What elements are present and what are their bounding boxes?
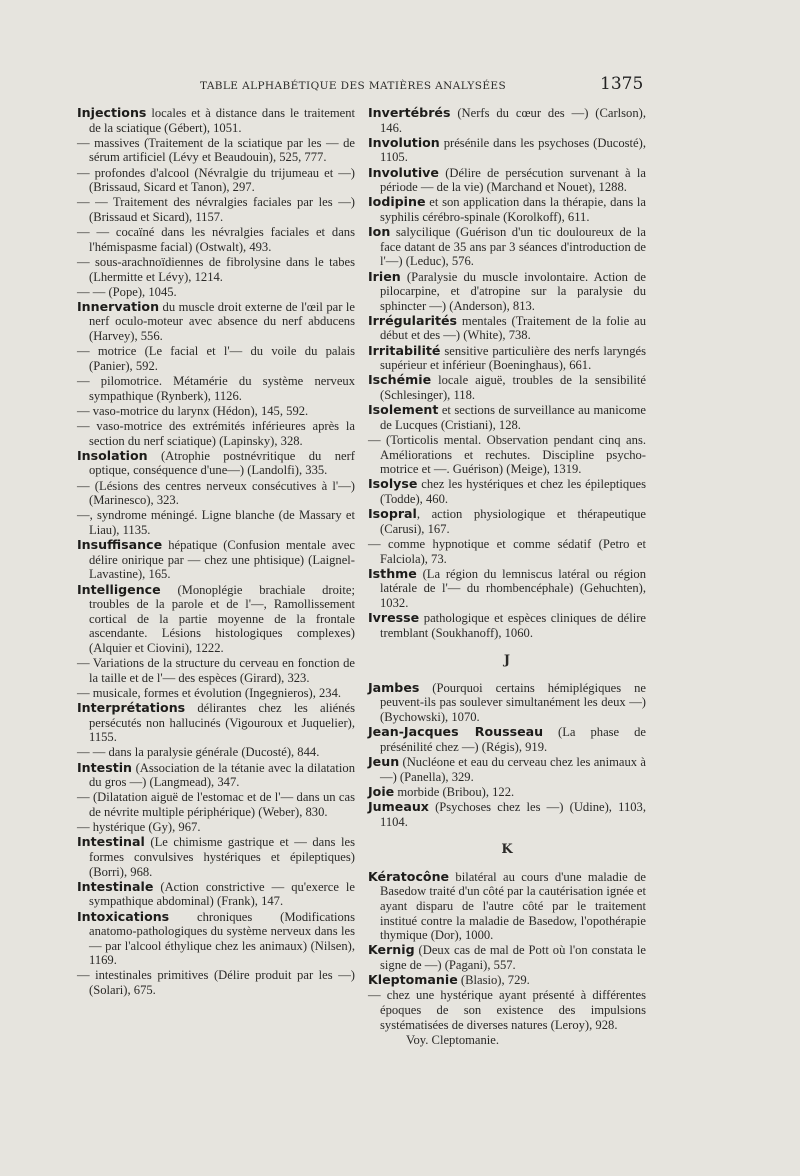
index-entry — [77, 225, 355, 254]
entry-text: , action physiologique et thérapeutique (Carusi), 167. — [380, 507, 646, 536]
entry-text: (Atrophie postnévritique du nerf optique, conséquence d'une—) (Landolfi), 335. — [89, 448, 355, 478]
entry-text: présénile dans les psychoses (Ducosté), 1105. — [380, 135, 646, 165]
entry-text: et son application dans la thérapie, dans la syphilis cérébro-spinale (Korolkoff), 611. — [380, 195, 646, 224]
entry-text: (Association de la tétanie avec la dilatation du gros —) (Langmead), 347. — [89, 760, 355, 790]
section-k-entries — [368, 870, 646, 1032]
index-entry — [368, 225, 646, 269]
index-entry — [368, 800, 646, 829]
entry-text: (La région du lemniscus latéral ou région latérale de l'— du rhombencéphale) (Gehuchten), 1032. — [380, 566, 646, 610]
index-entry — [77, 136, 355, 165]
entry-text: (Nucléone et eau du cerveau chez les animaux à —) (Panella), 329. — [380, 755, 646, 784]
index-entry — [368, 870, 646, 943]
index-entry — [368, 270, 646, 314]
index-entry — [77, 761, 355, 790]
entry-text: (Deux cas de mal de Pott où l'on constata le signe de —) (Pagani), 557. — [380, 943, 646, 972]
entry-text: — intestinales primitives (Délire produit par les —) (Solari), 675. — [77, 968, 355, 998]
entry-text: (Délire de persécution survenant à la période — de la vie) (Marchand et Nouet), 1288. — [380, 165, 646, 195]
entry-text: (Action constrictive — qu'exerce le sympathique abdominal) (Frank), 147. — [89, 879, 355, 909]
entry-headword: Invertébrés — [368, 105, 451, 120]
entry-headword: Joie — [368, 783, 395, 799]
entry-headword: Insuffisance — [77, 537, 163, 553]
entry-headword: Involutive — [368, 164, 439, 180]
entry-headword: Kleptomanie — [368, 972, 458, 988]
entry-text: — sous-arachnoïdiennes de fibrolysine dans le tabes (Lhermitte et Lévy), 1214. — [77, 254, 355, 284]
index-entry — [77, 820, 355, 835]
index-entry — [77, 656, 355, 685]
index-entry — [368, 166, 646, 195]
entry-text: — pilomotrice. Métamérie du système nerveux sympathique (Rynberk), 1126. — [77, 374, 355, 403]
entry-text: — (Dilatation aiguë de l'estomac et de l'— dans un cas de névrite multiple périphérique) (Weber), 830. — [77, 790, 355, 819]
entry-text: salycilique (Guérison d'un tic douloureux de la face datant de 35 ans par 3 séances d'introduction de l'—) (Leduc), 576. — [380, 225, 646, 269]
index-entry — [368, 136, 646, 165]
entry-text: morbide (Bribou), 122. — [394, 784, 515, 799]
index-entry — [368, 611, 646, 640]
entry-text: — — (Pope), 1045. — [77, 284, 177, 299]
entry-text: locale aiguë, troubles de la sensibilité (Schlesinger), 118. — [380, 373, 646, 403]
index-entry — [77, 508, 355, 537]
entry-headword: Iodipine — [368, 194, 426, 210]
index-entry — [77, 166, 355, 195]
entry-headword: Isthme — [368, 565, 417, 581]
entry-text: — chez une hystérique ayant présenté à différentes époques de son existence des impulsions systématisées de diverses natures (Leroy), 928. — [368, 988, 646, 1032]
entry-headword: Isolyse — [368, 476, 418, 492]
entry-text: (Pourquoi certains hémiplégiques ne peuvent-ils pas soulever simultanément les deux —) (Bychowski), 1070. — [380, 680, 646, 725]
entry-headword: Jeun — [368, 754, 400, 770]
index-entry — [77, 538, 355, 582]
index-entry — [77, 300, 355, 344]
index-entry — [77, 479, 355, 508]
entry-text: (Le chimisme gastrique et — dans les formes convulsives hystériques et épileptiques) (Borri), 968. — [89, 835, 355, 879]
left-column — [77, 106, 355, 998]
index-entry — [368, 106, 646, 135]
entry-text: — motrice (Le facial et l'— du voile du palais (Panier), 592. — [77, 344, 355, 373]
entry-headword: Intestin — [77, 759, 133, 775]
index-entry — [77, 419, 355, 448]
index-entry — [368, 507, 646, 536]
index-entry — [368, 725, 646, 754]
entry-text: chez les hystériques et chez les épileptiques (Todde), 460. — [380, 477, 646, 506]
index-entry — [368, 537, 646, 566]
index-entry — [77, 404, 355, 419]
index-entry — [77, 701, 355, 745]
index-entry — [77, 835, 355, 879]
entry-text: — vaso-motrice du larynx (Hédon), 145, 592. — [77, 403, 309, 418]
section-letter-j: J — [503, 653, 511, 669]
entry-headword: Intestinal — [77, 834, 145, 850]
index-entry — [368, 433, 646, 477]
entry-text: —, syndrome méningé. Ligne blanche (de Massary et Liau), 1135. — [77, 508, 355, 537]
index-entry — [368, 195, 646, 224]
entry-headword: Kératocône — [368, 868, 450, 884]
entry-text: — (Torticolis mental. Observation pendant cinq ans. Améliorations et rechutes. Discipline psycho-motrice et —. Guérison) (Meige), 1319. — [368, 433, 646, 477]
entry-headword: Ion — [368, 224, 391, 240]
index-entry — [368, 373, 646, 402]
index-entry — [77, 255, 355, 284]
entry-headword: Ivresse — [368, 610, 420, 626]
page-number: 1375 — [600, 74, 644, 94]
entry-text: hépatique (Confusion mentale avec délire onirique par — chez une phtisique) (Laignel-Lavastine), 165. — [89, 538, 355, 582]
running-title: TABLE ALPHABÉTIQUE DES MATIÈRES ANALYSÉES — [200, 80, 507, 92]
index-entry — [368, 314, 646, 343]
index-entry — [368, 755, 646, 784]
section-j-entries — [368, 681, 646, 829]
section-letter-k: K — [501, 842, 513, 858]
entry-headword: Innervation — [77, 298, 160, 314]
right-column — [368, 106, 646, 1047]
entry-text: (Blasio), 729. — [457, 973, 530, 988]
entry-text: et sections de surveillance au manicome de Lucques (Cristiani), 128. — [380, 403, 646, 432]
index-entry — [368, 681, 646, 725]
entry-text: (Paralysie du muscle involontaire. Action de pilocarpine, et d'atropine sur la paralysie du sphincter —) (Anderson), 813. — [380, 269, 646, 313]
entry-headword: Jambes — [368, 679, 420, 695]
entry-headword: Irritabilité — [368, 342, 441, 358]
entry-headword: Isolement — [368, 402, 439, 418]
index-entry — [368, 567, 646, 611]
page-header — [0, 74, 800, 98]
entry-text: — (Lésions des centres nerveux consécutives à l'—) (Marinesco), 323. — [77, 478, 355, 508]
index-entry — [77, 106, 355, 135]
entry-headword: Interprétations — [77, 700, 186, 716]
index-entry — [77, 285, 355, 300]
index-entry — [77, 790, 355, 819]
index-entry — [368, 344, 646, 373]
index-entry — [77, 344, 355, 373]
see-also-reference: Voy. Cleptomanie. — [406, 1032, 500, 1047]
entry-text: — massives (Traitement de la sciatique par les — de sérum artificiel (Lévy et Beaudouin), 525, 777. — [77, 135, 355, 165]
entry-text: locales et à distance dans le traitement de la sciatique (Gébert), 1051. — [89, 106, 355, 135]
index-entry — [368, 988, 646, 1032]
entry-text: — profondes d'alcool (Névralgie du trijumeau et —) (Brissaud, Sicard et Tanon), 297. — [77, 165, 355, 195]
index-entry — [77, 449, 355, 478]
entry-text: bilatéral au cours d'une maladie de Basedow traité d'un côté par la cautérisation ignée et ayant disparu de l'autre côté par le traitement institué contre la maladie de Basedow, l'opothérapie thymique (Dor), 1000. — [380, 869, 646, 943]
index-entry — [77, 968, 355, 997]
entry-headword: Involution — [368, 134, 440, 150]
entry-headword: Ischémie — [368, 372, 432, 388]
entry-text: — musicale, formes et évolution (Ingegnieros), 234. — [77, 685, 342, 700]
entry-headword: Jumeaux — [368, 799, 429, 814]
index-entry — [77, 880, 355, 909]
right-column-i-entries — [368, 106, 646, 640]
index-entry — [77, 686, 355, 701]
entry-text: chroniques (Modifications anatomo-pathologiques du système nerveux dans les — par l'alcool éthylique chez les animaux) (Nilsen), 1169. — [89, 909, 355, 968]
entry-text: (La phase de présénilité chez —) (Régis), 919. — [380, 725, 646, 754]
entry-text: (Nerfs du cœur des —) (Carlson), 146. — [380, 106, 646, 135]
entry-headword: Intelligence — [77, 581, 161, 597]
entry-text: — — dans la paralysie générale (Ducosté), 844. — [77, 745, 320, 760]
entry-text: — Variations de la structure du cerveau en fonction de la taille et de l'— des espèces (Girard), 323. — [77, 656, 355, 685]
index-entry — [368, 477, 646, 506]
entry-headword: Isopral — [368, 506, 417, 522]
entry-text: pathologique et espèces cliniques de délire tremblant (Soukhanoff), 1060. — [380, 611, 646, 640]
entry-headword: Injections — [77, 105, 147, 120]
index-entry — [77, 195, 355, 224]
entry-text: du muscle droit externe de l'œil par le nerf oculo-moteur avec absence du nerf abducens (Harvey), 556. — [89, 299, 355, 344]
index-entry — [368, 943, 646, 972]
index-entry — [77, 583, 355, 656]
index-entry — [368, 785, 646, 800]
index-entry — [77, 745, 355, 760]
entry-text: — comme hypnotique et comme sédatif (Petro et Falciola), 73. — [368, 536, 646, 566]
entry-headword: Irrégularités — [368, 312, 458, 328]
entry-text: — — cocaïné dans les névralgies faciales et dans l'hémispasme facial) (Ostwalt), 493. — [77, 225, 355, 254]
entry-headword: Kernig — [368, 942, 415, 958]
entry-text: — hystérique (Gy), 967. — [77, 820, 201, 835]
index-entry — [77, 910, 355, 968]
entry-headword: Irien — [368, 268, 401, 284]
entry-text: sensitive particulière des nerfs laryngés supérieur et inférieur (Boeninghaus), 661. — [380, 343, 646, 373]
index-entry — [368, 403, 646, 432]
entry-headword: Insolation — [77, 447, 148, 463]
entry-headword: Intestinale — [77, 878, 154, 894]
entry-text: (Psychoses chez les —) (Udine), 1103, 1104. — [380, 800, 646, 829]
entry-text: mentales (Traitement de la folie au début et des —) (White), 738. — [380, 313, 646, 343]
entry-text: — — Traitement des névralgies faciales par les —) (Brissaud et Sicard), 1157. — [77, 195, 355, 224]
entry-headword: Intoxications — [77, 908, 170, 924]
index-entry — [77, 374, 355, 403]
entry-text: délirantes chez les aliénés persécutés non hallucinés (Vigouroux et Juquelier), 1155. — [89, 701, 355, 745]
entry-headword: Jean-Jacques Rousseau — [368, 724, 544, 740]
entry-text: — vaso-motrice des extrémités inférieures après la section du nerf sciatique) (Lapinsky), 328. — [77, 419, 355, 448]
index-entry — [368, 973, 646, 988]
entry-text: (Monoplégie brachiale droite; troubles de la parole et de l'—, Ramollissement cortical de la partie moyenne de la frontale ascendante. Lésions histologiques complexes) (Alquier et Ciovini), 1222. — [89, 582, 355, 655]
